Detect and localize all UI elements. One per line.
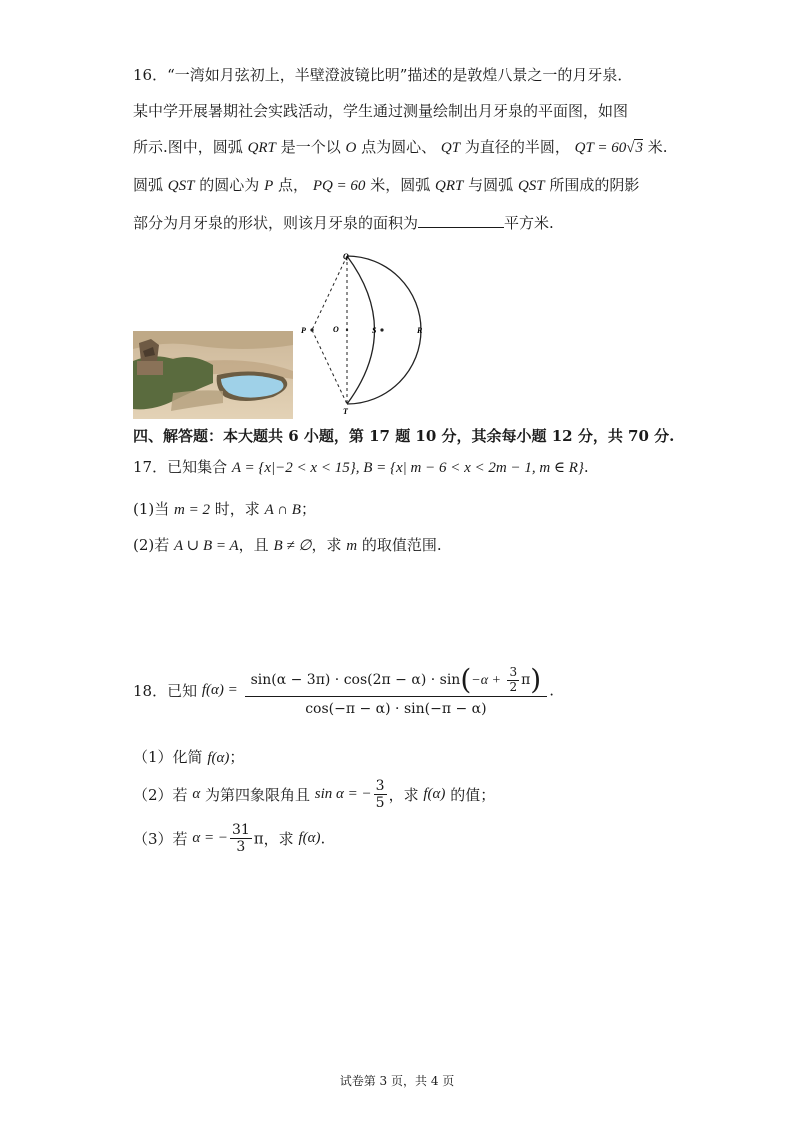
q18-p1-expr: f(α) — [207, 750, 230, 766]
label-p: P — [301, 326, 306, 335]
q17-p1-m: m = 2 — [174, 502, 210, 518]
q18-stem — [133, 664, 554, 717]
q17-p2-expr: A ∪ B = A — [174, 538, 239, 554]
q16-text-4e: 与圆弧 — [468, 176, 514, 194]
arc-qst-shape — [347, 256, 375, 404]
label-o: O — [333, 325, 339, 334]
crescent-lake-photo — [133, 331, 293, 419]
q18-open-paren: ( — [460, 663, 472, 696]
q17-stem-end: . — [583, 458, 589, 476]
page-footer — [0, 1072, 794, 1089]
q16-text-3a: 所示.图中，圆弧 — [133, 138, 243, 156]
q17-part-1 — [133, 498, 316, 519]
q16-text-3e: 米. — [647, 138, 668, 156]
point-p: P — [264, 178, 274, 194]
arc-qrt-2: QRT — [435, 178, 464, 194]
q18-close-paren: ) — [530, 663, 542, 696]
q17-stem — [133, 456, 589, 477]
q18-p2-c: ，求 — [388, 786, 419, 805]
q18-p3-alpha: α = − — [192, 830, 228, 847]
answer-blank[interactable] — [418, 213, 504, 228]
q18-lhs: f(α) = — [201, 682, 238, 699]
segment-qt: QT — [440, 140, 461, 156]
q16-text-3c: 点为圆心、 — [361, 138, 437, 156]
q18-p2-num: 3 — [375, 778, 385, 794]
q18-end: . — [549, 681, 555, 700]
q18-p3-expr: f(α) — [298, 830, 321, 847]
q18-numerator — [245, 664, 548, 697]
q16-text-4d: 米，圆弧 — [370, 176, 431, 194]
q18-denominator-text: cos(−π − α) · sin(−π − α) — [305, 701, 487, 718]
q18-stem-text: 18．已知 — [133, 682, 198, 701]
q16-text-4c: 点， — [278, 176, 309, 194]
q18-main-fraction — [245, 664, 548, 717]
section-heading — [133, 425, 674, 446]
q17-p1-b: 时，求 — [214, 500, 260, 518]
q18-p3-a: （3）若 — [133, 830, 188, 849]
q18-inner-den: 2 — [509, 679, 518, 694]
q18-inner-num: 3 — [509, 664, 518, 679]
q18-p2-sin: sin α = − — [314, 786, 372, 803]
q18-p3-fraction — [230, 822, 252, 855]
q16-text-3b: 是一个以 — [280, 138, 341, 156]
q18-denominator — [245, 697, 548, 717]
arc-qrt-shape — [347, 256, 421, 404]
q17-p2-a: (2)若 — [133, 536, 170, 554]
q16-line-2 — [133, 100, 628, 121]
q16-line-5 — [133, 212, 554, 233]
point-o: O — [345, 140, 357, 156]
pq-equation: PQ = 60 — [312, 178, 366, 194]
q18-part-1 — [133, 746, 244, 767]
q18-part-3 — [133, 822, 325, 855]
point-p-dot — [310, 328, 313, 331]
segment-pt — [312, 330, 347, 404]
q18-p3-c: . — [320, 829, 326, 848]
q17-part-2 — [133, 534, 442, 555]
point-o-dot — [346, 329, 348, 331]
arc-qst: QST — [167, 178, 195, 194]
q18-p2-d: 的值； — [450, 786, 496, 805]
q17-p2-expr2: B ≠ ∅ — [273, 538, 312, 554]
segment-pq — [312, 256, 347, 330]
q16-text-4f: 所围成的阴影 — [549, 176, 640, 194]
q18-numerator-text: sin(α − 3π) · cos(2π − α) · sin — [250, 672, 461, 689]
arc-qst-2: QST — [517, 178, 545, 194]
q16-text-4a: 圆弧 — [133, 176, 164, 194]
section-heading-text: 四、解答题：本大题共 6 小题，第 17 题 10 分，其余每小题 12 分，共 70 分. — [133, 427, 675, 445]
q16-text-1: 16．“一湾如月弦初上，半壁澄波镜比明”描述的是敦煌八景之一的月牙泉． — [133, 66, 633, 84]
q18-p3-pi: π — [253, 829, 264, 848]
q18-p3-num: 31 — [231, 822, 250, 838]
label-r: R — [417, 326, 423, 335]
q16-line-3 — [133, 136, 668, 157]
q16-text-5a: 部分为月牙泉的形状，则该月牙泉的面积为 — [133, 214, 419, 232]
label-s: S — [372, 326, 377, 335]
q17-p1-c: ； — [300, 500, 316, 518]
q18-p2-fraction — [374, 778, 387, 811]
q18-p2-den: 5 — [375, 795, 385, 812]
crescent-diagram — [295, 248, 435, 416]
q18-p3-b: ，求 — [263, 830, 294, 849]
sqrt-radicand: 3 — [635, 140, 643, 156]
q17-sets: A = {x|−2 < x < 15}, B = {x| m − 6 < x < 2m − 1, m ∈ R} — [231, 460, 584, 476]
q16-line-4 — [133, 174, 639, 195]
q16-text-3d: 为直径的半圆， — [464, 138, 570, 156]
q17-p1-expr: A ∩ B — [264, 502, 301, 518]
q18-part-2 — [133, 778, 495, 811]
q17-p2-m: m — [346, 538, 358, 554]
arc-qrt: QRT — [247, 140, 276, 156]
label-q: Q — [343, 252, 349, 261]
q18-inner-pi: π — [521, 672, 531, 689]
q16-line-1 — [133, 64, 632, 85]
page-number: 试卷第 3 页，共 4 页 — [339, 1074, 455, 1088]
q18-inner-text: −α + — [471, 673, 501, 689]
q17-p1-a: (1)当 — [133, 500, 170, 518]
q18-p2-expr: f(α) — [423, 786, 446, 803]
q18-p1-a: （1）化简 — [133, 748, 203, 766]
q17-p2-d: 的取值范围. — [361, 536, 442, 554]
label-t: T — [343, 407, 348, 416]
q18-p1-b: ； — [229, 748, 245, 766]
q18-p2-a: （2）若 — [133, 786, 188, 805]
q16-text-5b: 平方米. — [504, 214, 554, 232]
q16-text-2: 某中学开展暑期社会实践活动，学生通过测量绘制出月牙泉的平面图，如图 — [133, 102, 629, 120]
q17-p2-c: ，求 — [311, 536, 342, 554]
q17-p2-b: ，且 — [238, 536, 269, 554]
q16-text-4b: 的圆心为 — [199, 176, 260, 194]
q18-p2-alpha: α — [192, 786, 201, 803]
qt-equation: QT = 60 — [574, 140, 627, 156]
q17-stem-text: 17．已知集合 — [133, 458, 228, 476]
q18-inner-fraction — [507, 666, 519, 695]
sqrt-sign: √ — [626, 140, 635, 156]
point-s-dot — [380, 328, 383, 331]
q18-p2-b: 为第四象限角且 — [204, 786, 310, 805]
q18-p3-den: 3 — [236, 839, 246, 856]
